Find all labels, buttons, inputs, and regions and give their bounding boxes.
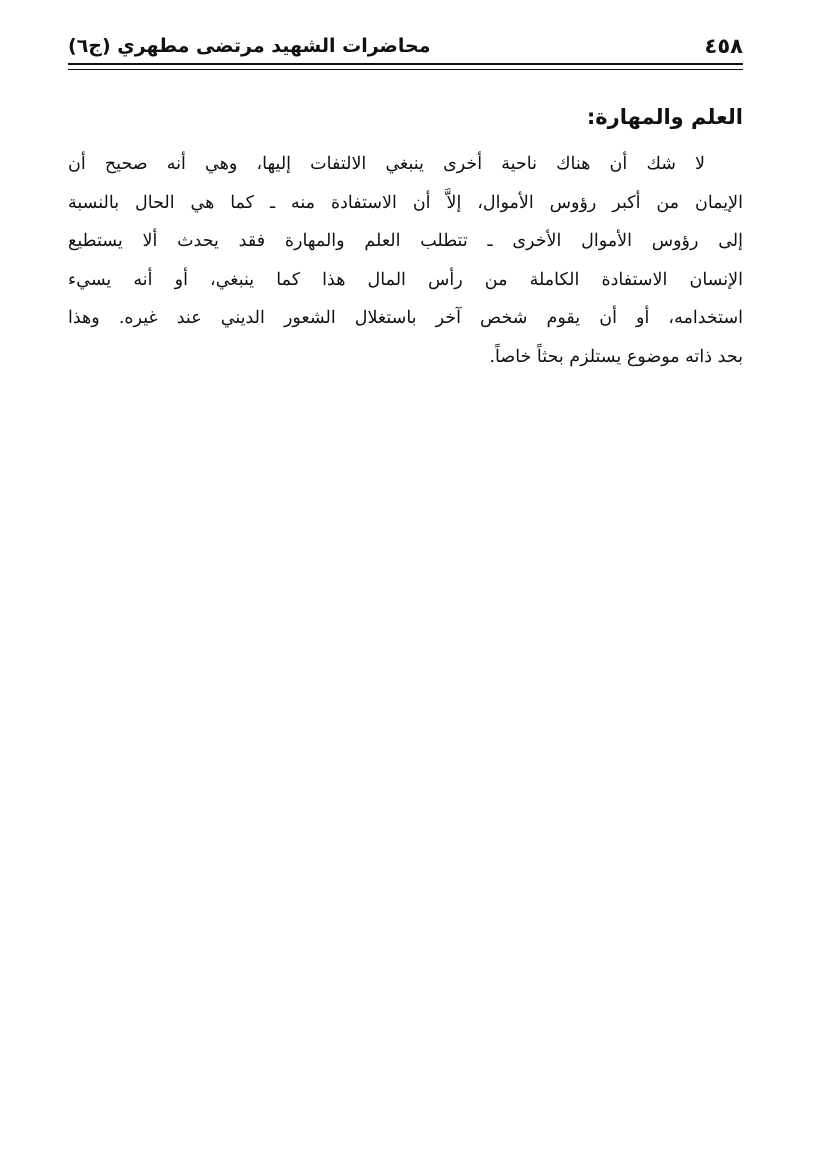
section-heading: العلم والمهارة: <box>586 105 743 129</box>
text-line: لا شك أن هناك ناحية أخرى ينبغي الالتفات إليها، وهي أنه صحيح أن <box>68 154 705 174</box>
page-header <box>68 30 743 64</box>
page-number: ٤٥٨ <box>704 34 743 58</box>
text-line: الإنسان الاستفادة الكاملة من رأس المال هذا كما ينبغي، أو أنه يسيء <box>68 269 743 290</box>
text-line: بحد ذاته موضوع يستلزم بحثاً خاصاً. <box>489 346 743 367</box>
body-paragraph <box>68 145 743 376</box>
header-rule-thin <box>68 69 743 70</box>
running-title: محاضرات الشهيد مرتضى مطهري (ج٦) <box>68 35 431 57</box>
text-line: الإيمان من أكبر رؤوس الأموال، إلاَّ أن الاستفادة منه ـ كما هي الحال بالنسبة <box>68 192 743 213</box>
text-line: إلى رؤوس الأموال الأخرى ـ تتطلب العلم والمهارة فقد يحدث ألا يستطيع <box>68 231 743 251</box>
header-rule-thick <box>68 63 743 65</box>
text-line: استخدامه، أو أن يقوم شخص آخر باستغلال الشعور الديني عند غيره. وهذا <box>68 308 743 328</box>
